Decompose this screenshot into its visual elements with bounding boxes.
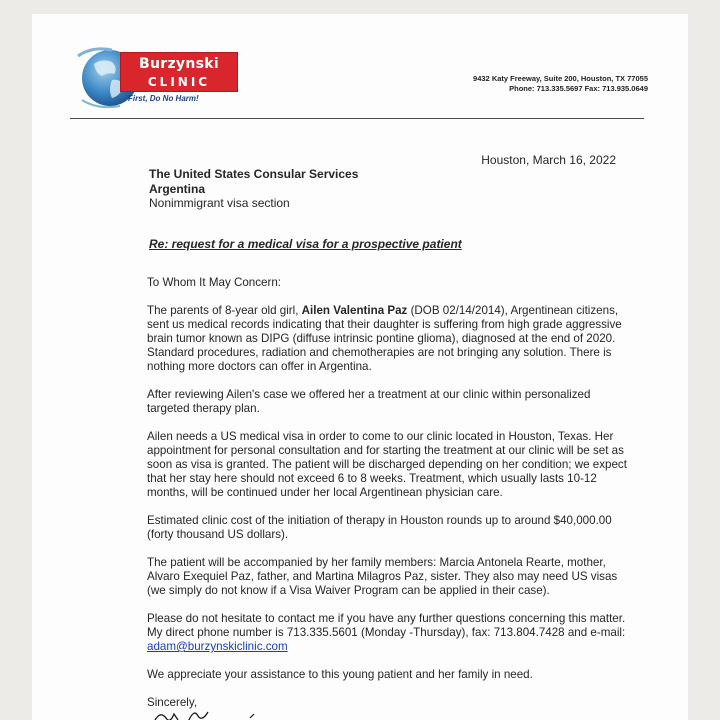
p1-after: (DOB 02/14/2014), Argentinean citizens, sent us medical records indicating that their daughter is suffering from high grade aggressive brain tumor known as DIPG (diffuse intrinsic pontine glioma), diagnosed at the end of 2020. Standard procedures, radiation and chemotherapies are not bringing any solution. There is nothing more doctors can offer in Argentina. [147,304,622,373]
tagline: First, Do No Harm! [128,94,199,103]
salutation: To Whom It May Concern: [147,276,282,289]
letter-body [147,276,635,720]
paragraph-4: Estimated clinic cost of the initiation of therapy in Houston rounds up to around $40,000.00 (forty thousand US dollars). [147,514,612,541]
clinic-address-block [473,74,648,94]
clinic-logo [72,42,242,112]
recipient-line3: Nonimmigrant visa section [149,196,290,210]
paragraph-2: After reviewing Ailen's case we offered her a treatment at our clinic within personalized targeted therapy plan. [147,388,591,415]
paragraph-6 [147,612,635,654]
p6-text: Please do not hesitate to contact me if you have any further questions concerning this matter. My direct phone number is 713.335.5601 (Monday -Thursday), fax: 713.804.7428 and e-mail: [147,612,626,639]
clinic-phone-fax: Phone: 713.335.5697 Fax: 713.935.0649 [509,84,648,93]
recipient-block [149,167,358,211]
signature-mark [150,704,280,720]
closing: Sincerely, [147,696,198,709]
paragraph-7: We appreciate your assistance to this young patient and her family in need. [147,668,533,681]
brand-name: Burzynski [139,56,219,72]
recipient-line1: The United States Consular Services [149,167,359,181]
subject-line: Re: request for a medical visa for a prospective patient [149,237,462,251]
letter-page [32,14,688,720]
paragraph-5: The patient will be accompanied by her family members: Marcia Antonela Rearte, mother, Alvaro Exequiel Paz, father, and Martina Milagros Paz, sister. They also may need US visas (we simply do not know if a Visa Waiver Program can be applied in their case). [147,556,618,597]
patient-name: Ailen Valentina Paz [301,304,408,317]
brand-box [120,52,238,92]
email-link[interactable]: adam@burzynskiclinic.com [147,640,288,653]
p1-before: The parents of 8-year old girl, [147,304,302,317]
brand-sub: CLINIC [147,75,211,89]
paragraph-1 [147,304,635,374]
header-divider [70,118,644,119]
recipient-line2: Argentina [149,181,206,196]
clinic-address: 9432 Katy Freeway, Suite 200, Houston, TX 77055 [473,74,648,83]
letter-date: Houston, March 16, 2022 [481,153,616,167]
paragraph-3: Ailen needs a US medical visa in order to come to our clinic located in Houston, Texas. Her appointment for personal consultation and for starting the treatment at our clinic will be set as soon as visa is granted. The patient will be discharged depending on her condition; we expect that her stay here should not exceed 6 to 8 weeks. Treatment, which usually lasts 10-12 months, will be continued under her local Argentinean physician care. [147,430,627,499]
